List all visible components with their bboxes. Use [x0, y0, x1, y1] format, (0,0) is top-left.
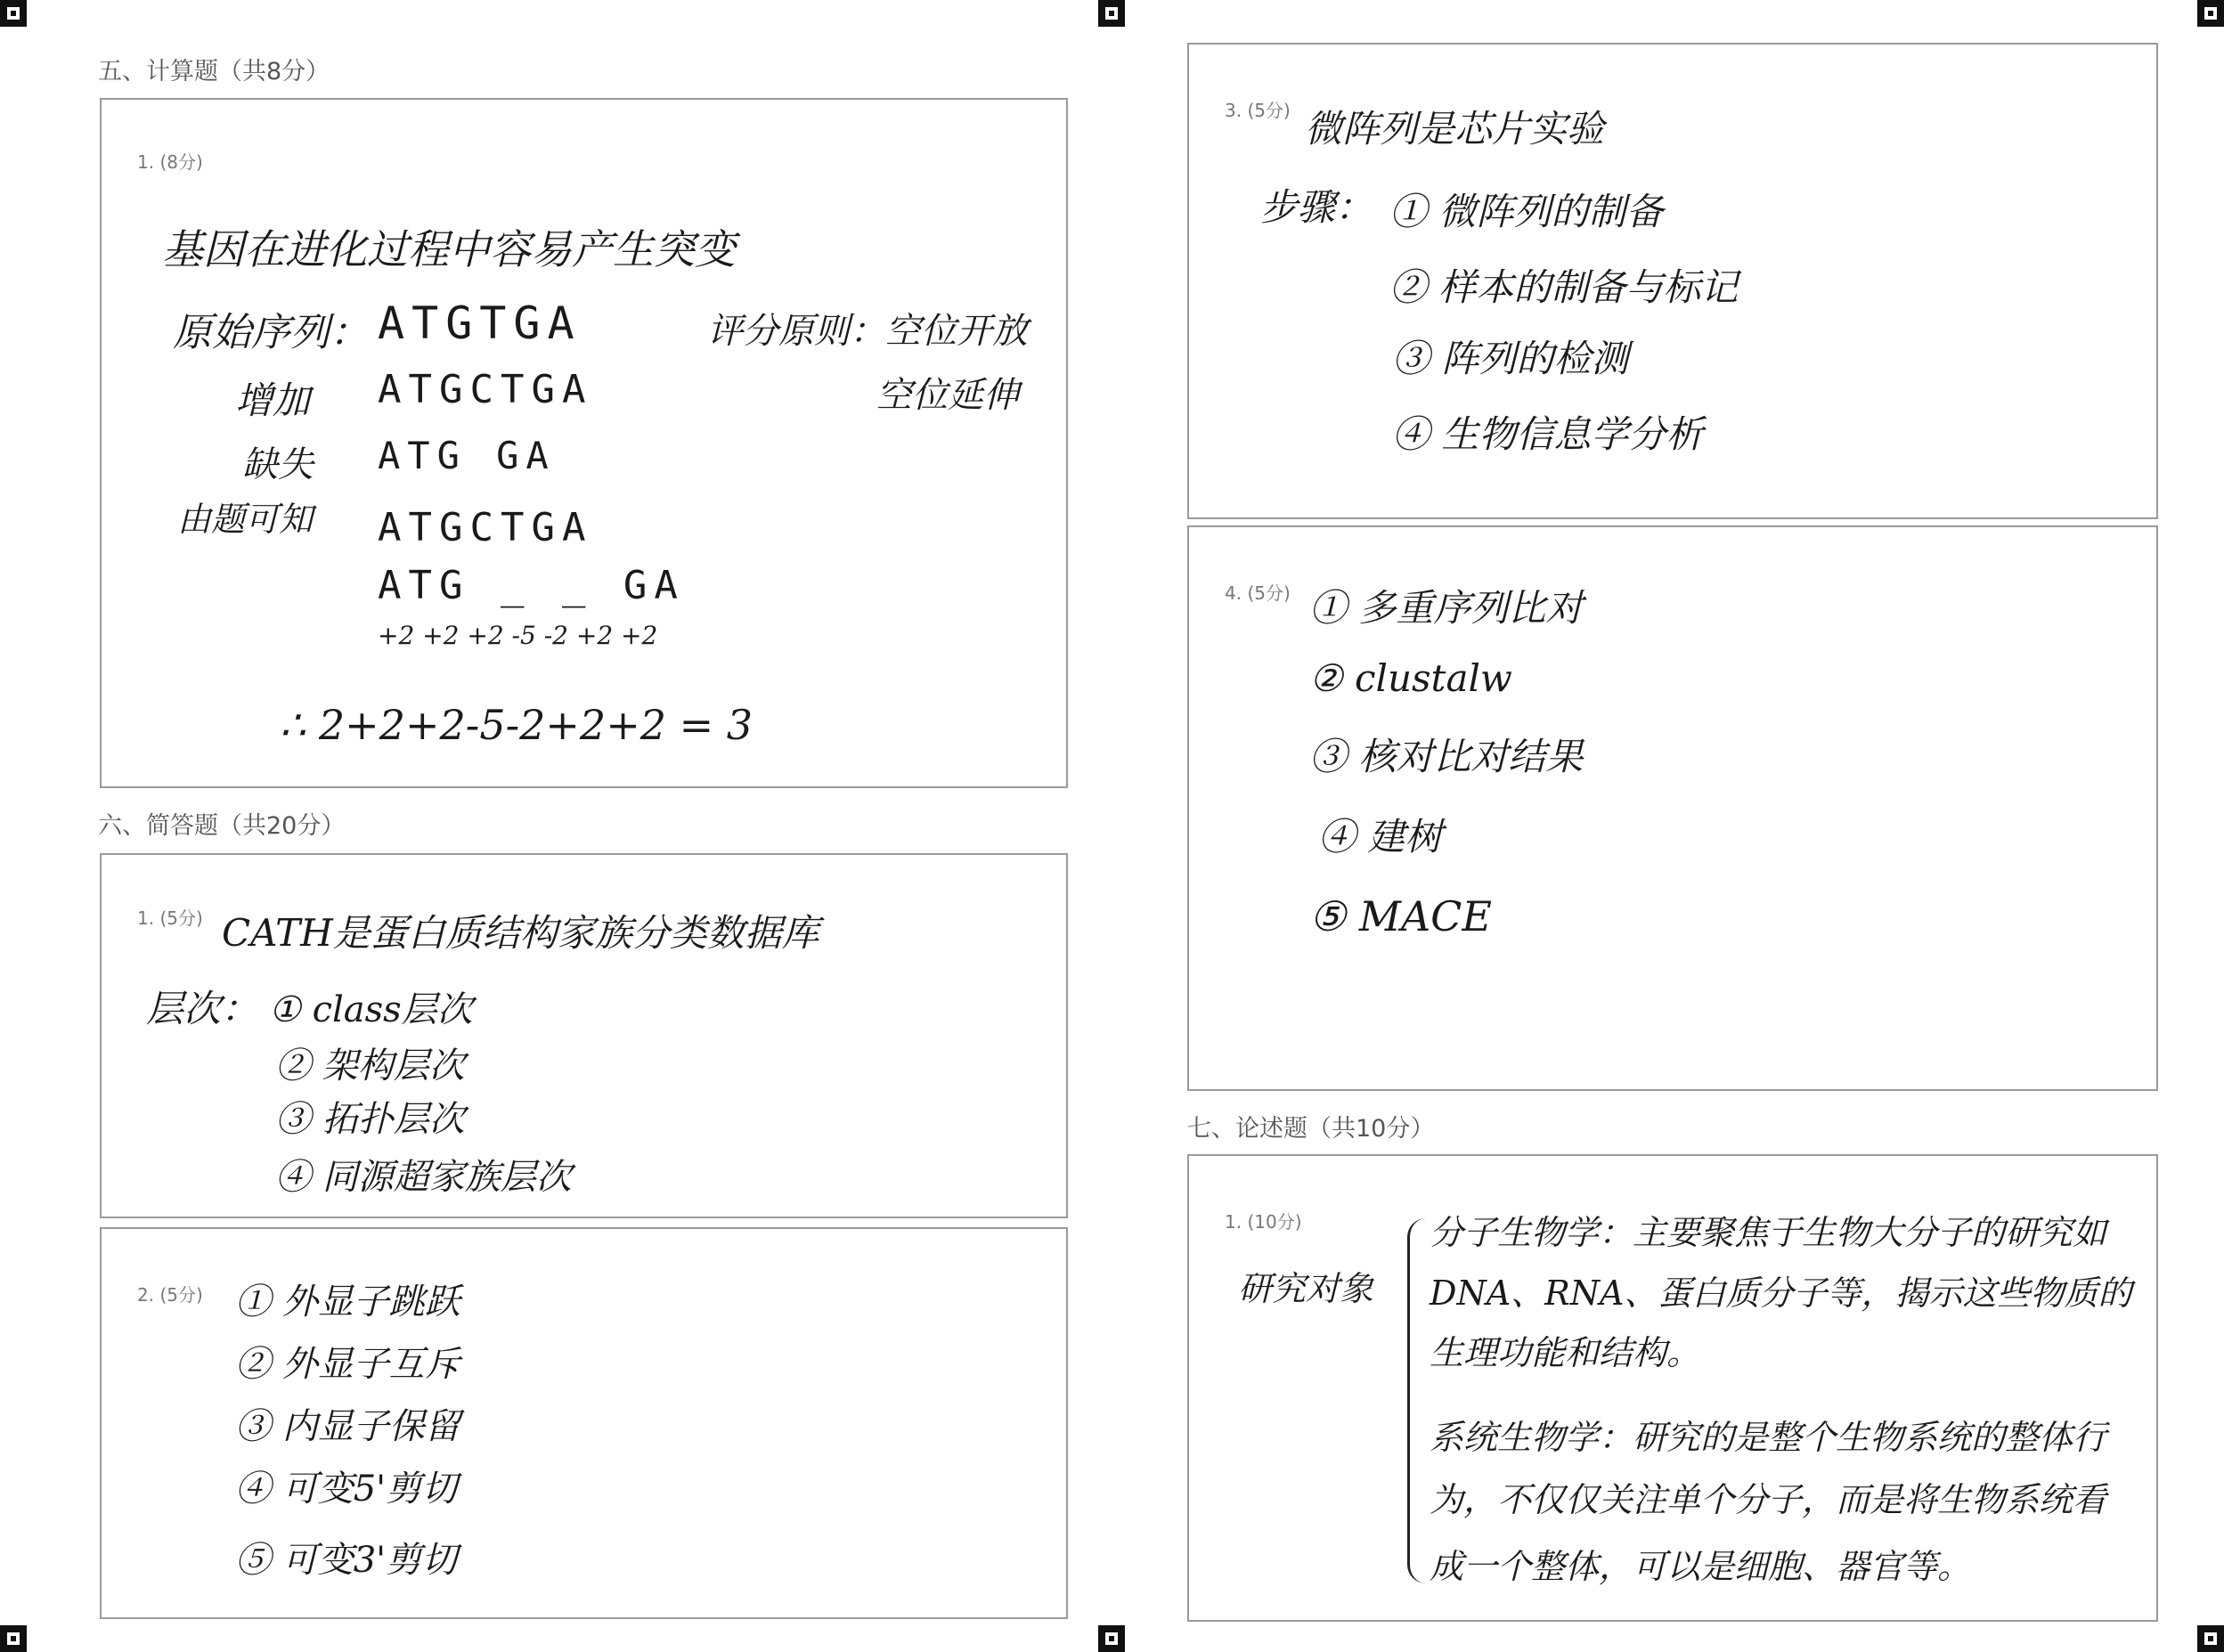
sequence-text: ATG GA [378, 434, 556, 477]
answer-box-q6-4 [1187, 525, 2158, 1091]
question-label: 1. (10分) [1225, 1211, 1302, 1233]
answer-line: 基因在进化过程中容易产生突变 [162, 225, 736, 273]
answer-line: ① 微阵列的制备 [1389, 190, 1664, 233]
answer-line: ① class层次 [269, 989, 473, 1030]
answer-line: ③ 拓扑层次 [275, 1099, 465, 1140]
answer-line: ③ 内显子保留 [235, 1406, 460, 1447]
answer-line: 微阵列是芯片实验 [1305, 107, 1605, 151]
question-label: 4. (5分) [1225, 582, 1291, 604]
answer-line: 原始序列： [173, 310, 369, 355]
answer-line: ① 多重序列比对 [1309, 586, 1584, 630]
answer-line: ① 外显子跳跃 [235, 1282, 460, 1322]
answer-line: 评分原则：空位开放 [707, 311, 1028, 352]
answer-line: CATH是蛋白质结构家族分类数据库 [222, 911, 819, 955]
answer-line: ④ 同源超家族层次 [275, 1157, 572, 1198]
center-marker-top [1098, 0, 1125, 27]
answer-line: 研究对象 [1238, 1269, 1374, 1308]
answer-line: ⑤ 可变3'剪切 [235, 1540, 458, 1581]
answer-line: 成一个整体，可以是细胞、器官等。 [1430, 1547, 1972, 1586]
section-title-short-answer: 六、简答题（共20分） [98, 812, 346, 840]
answer-line: 分子生物学：主要聚焦于生物大分子的研究如 [1430, 1213, 2107, 1252]
answer-box-q6-3 [1187, 43, 2158, 519]
sequence-text: ATG _ _ GA [378, 563, 685, 608]
question-label: 1. (8分) [137, 151, 203, 173]
answer-line: ② 外显子互斥 [235, 1344, 460, 1385]
answer-line: 为，不仅仅关注单个分子，而是将生物系统看 [1430, 1480, 2107, 1519]
sequence-text: ATGCTGA [378, 505, 593, 550]
answer-line: 生理功能和结构。 [1430, 1333, 1701, 1372]
answer-box-q5-1 [100, 98, 1068, 788]
answer-line: 空位延伸 [876, 375, 1019, 416]
answer-line: ③ 核对比对结果 [1309, 735, 1584, 778]
answer-line: 系统生物学：研究的是整个生物系统的整体行 [1430, 1418, 2107, 1457]
answer-line: 步骤： [1260, 185, 1373, 229]
section-title-essay: 七、论述题（共10分） [1187, 1115, 1435, 1143]
question-label: 1. (5分) [137, 907, 203, 929]
brace-symbol [1407, 1218, 1426, 1583]
center-marker-bottom [1098, 1625, 1125, 1652]
answer-line: ② 样本的制备与标记 [1389, 265, 1739, 309]
answer-line: 层次： [146, 987, 259, 1030]
section-title-calculation: 五、计算题（共8分） [98, 58, 330, 85]
answer-line: ④ 生物信息学分析 [1392, 412, 1704, 456]
answer-line: ② clustalw [1309, 656, 1512, 700]
corner-marker-bottom-left [0, 1625, 27, 1652]
answer-box-q7-1 [1187, 1154, 2158, 1622]
sequence-text: ATGCTGA [378, 367, 593, 412]
answer-line: 缺失 [242, 444, 314, 485]
answer-line: 由题可知 [177, 500, 314, 539]
score-row: +2 +2 +2 -5 -2 +2 +2 [378, 621, 658, 650]
sequence-text: ATGTGA [378, 297, 582, 349]
answer-line: ④ 建树 [1318, 815, 1443, 859]
answer-line: DNA、RNA、蛋白质分子等，揭示这些物质的 [1430, 1274, 2132, 1313]
answer-box-q6-2 [100, 1227, 1068, 1619]
question-label: 3. (5分) [1225, 100, 1291, 121]
answer-box-q6-1 [100, 853, 1068, 1218]
corner-marker-top-left [0, 0, 27, 27]
answer-line: ② 架构层次 [275, 1046, 465, 1086]
sum-line: ∴ 2+2+2-5-2+2+2 = 3 [280, 701, 754, 749]
corner-marker-top-right [2197, 0, 2224, 27]
question-label: 2. (5分) [137, 1284, 203, 1306]
answer-line: ⑤ MACE [1309, 892, 1492, 940]
answer-line: ③ 阵列的检测 [1392, 337, 1629, 380]
answer-line: ④ 可变5'剪切 [235, 1469, 458, 1510]
corner-marker-bottom-right [2197, 1625, 2224, 1652]
answer-line: 增加 [235, 378, 311, 422]
